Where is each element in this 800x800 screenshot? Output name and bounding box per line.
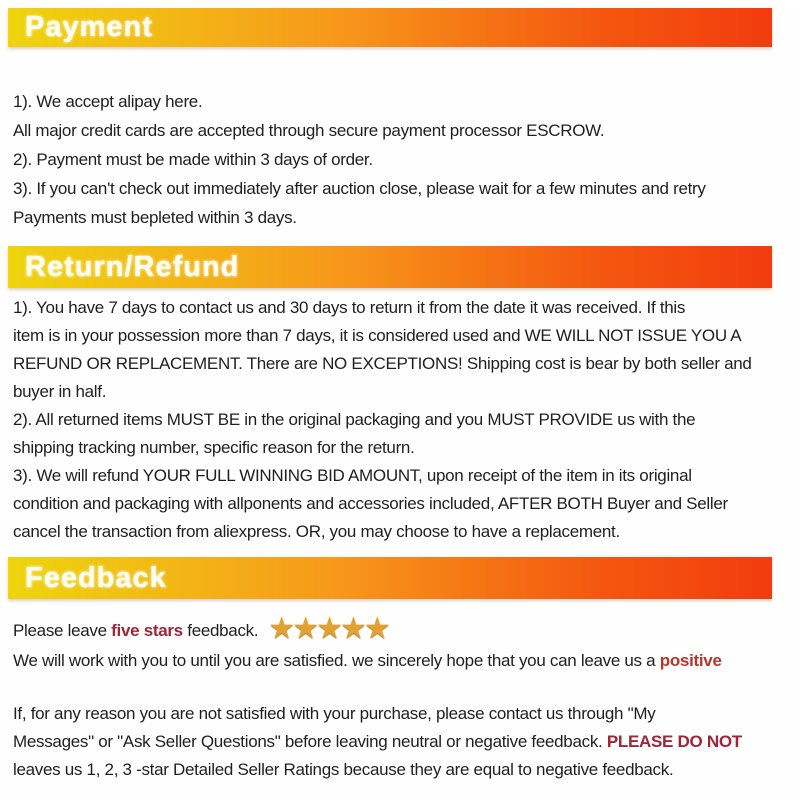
five-stars-rating-icon: ★★★★★ <box>268 612 388 646</box>
payment-line: All major credit cards are accepted through secure payment processor ESCROW. <box>13 121 605 140</box>
feedback-line1-suffix: feedback. <box>182 621 259 640</box>
feedback-para-line: If, for any reason you are not satisfied with your purchase, please contact us through "My <box>13 704 656 724</box>
feedback-positive-line <box>13 646 792 675</box>
return-refund-terms-text <box>0 294 800 546</box>
return-refund-section-title: Return/Refund <box>25 250 240 283</box>
payment-terms-text <box>0 87 800 232</box>
feedback-section-banner <box>8 557 772 599</box>
feedback-line1-prefix: Please leave <box>13 621 112 640</box>
feedback-terms-text <box>0 612 800 784</box>
feedback-section-title: Feedback <box>25 561 167 594</box>
return-line: 1). You have 7 days to contact us and 30 days to return it from the date it was received. If this <box>13 298 686 317</box>
feedback-warning-paragraph <box>13 700 792 784</box>
seller-policy-page <box>0 8 800 800</box>
return-line: REFUND OR REPLACEMENT. There are NO EXCEPTIONS! Shipping cost is bear by both seller and <box>13 354 752 373</box>
positive-highlight-text: positive <box>659 651 722 671</box>
payment-section-title: Payment <box>25 11 153 43</box>
payment-line: Payments must bepleted within 3 days. <box>13 208 297 227</box>
feedback-para-line2-prefix: Messages" or "Ask Seller Questions" before leaving neutral or negative feedback. <box>13 732 607 752</box>
return-refund-section-banner <box>8 246 772 288</box>
payment-line: 3). If you can't check out immediately after auction close, please wait for a few minutes and retry <box>13 179 706 198</box>
return-line: condition and packaging with allponents and accessories included, AFTER BOTH Buyer and Seller <box>13 494 728 513</box>
return-line: buyer in half. <box>13 382 107 401</box>
return-line: cancel the transaction from aliexpress. OR, you may choose to have a replacement. <box>13 522 620 541</box>
return-line: 2). All returned items MUST BE in the original packaging and you MUST PROVIDE us with the <box>13 410 696 429</box>
please-do-not-highlight-text: PLEASE DO NOT <box>606 732 742 752</box>
return-line: shipping tracking number, specific reason for the return. <box>13 438 415 457</box>
feedback-stars-line <box>13 612 792 646</box>
five-stars-highlight-text: five stars <box>111 621 183 640</box>
feedback-para-line <box>13 728 792 756</box>
payment-section-banner <box>8 8 772 47</box>
feedback-line2-prefix: We will work with you to until you are satisfied. we sincerely hope that you can leave us a <box>13 651 660 671</box>
feedback-para-line: leaves us 1, 2, 3 -star Detailed Seller Ratings because they are equal to negative feedback. <box>13 760 674 780</box>
return-line: 3). We will refund YOUR FULL WINNING BID AMOUNT, upon receipt of the item in its original <box>13 466 692 485</box>
payment-line: 1). We accept alipay here. <box>13 92 203 111</box>
return-line: item is in your possession more than 7 days, it is considered used and WE WILL NOT ISSUE YOU A <box>13 326 742 345</box>
payment-line: 2). Payment must be made within 3 days of order. <box>13 150 373 169</box>
